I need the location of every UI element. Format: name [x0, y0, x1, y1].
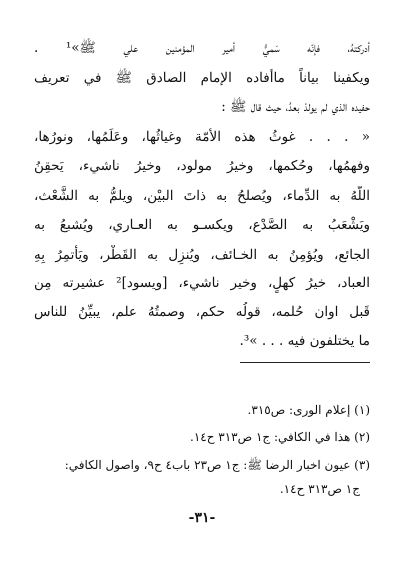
body-line: « . . . غوثُ هذه الأمّة وغياثُها، وعَلَمُها، ونورُها، [34, 129, 370, 145]
body-line: الجائع، ويُؤمِنُ به الخـائف، ويُنزِل به القَطْر، ويَأتمِرُ بِهِ [34, 247, 370, 263]
page-number: -٣١- [188, 510, 216, 526]
body-line: وفهمُها، وحُكمها، وخيرُ مولود، وخيرُ ناشيء، يَحقِنُ [34, 158, 370, 174]
body-line: العباد، خيرُ كهلٍ، وخير ناشيء، [ويسود]² عشيرته مِن [34, 275, 370, 291]
body-line: حفيده الذي لم يولدْ بعدُ، حيث قال ﷺ : [221, 99, 370, 115]
footnote-separator [240, 362, 370, 363]
footnote: (١) إعلام الورى: ص٣١٥. [247, 403, 370, 417]
footnote: (٢) هذا في الكافي: ج١ ص٣١٣ ح١٤. [190, 430, 370, 444]
footnote: (٣) عيون اخبار الرضا ﷺ: ج١ ص٢٣ باب٤ ح٩، واصول الكافي: [64, 458, 370, 472]
body-line: قَبل اوان حُلمه، قولُه حكم، وصمتُهُ علم، يبيِّنُ للناس [34, 304, 370, 320]
body-line: ويَشْعَبُ به الصَّدْع، ويكسـو به العـاري، ويُشبعُ به [34, 217, 370, 233]
body-line: ما يختلفون فيه . . . »³. [239, 333, 370, 349]
body-line: أدركتهُ، فإنّه سَميُّ أمير المؤمنين علي ﷺ»¹ . [34, 40, 370, 56]
footnote: ج١ ص٣١٣ ح١٤. [279, 482, 360, 496]
body-line: ويكفينا بياناً ماأفاده الإمام الصادق ﷺ في تعريف [34, 70, 370, 86]
body-line: اللّهُ به الدِّماء، ويُصلحُ به ذاتَ البيْن، ويلمُّ به الشَّعْث، [34, 188, 370, 204]
